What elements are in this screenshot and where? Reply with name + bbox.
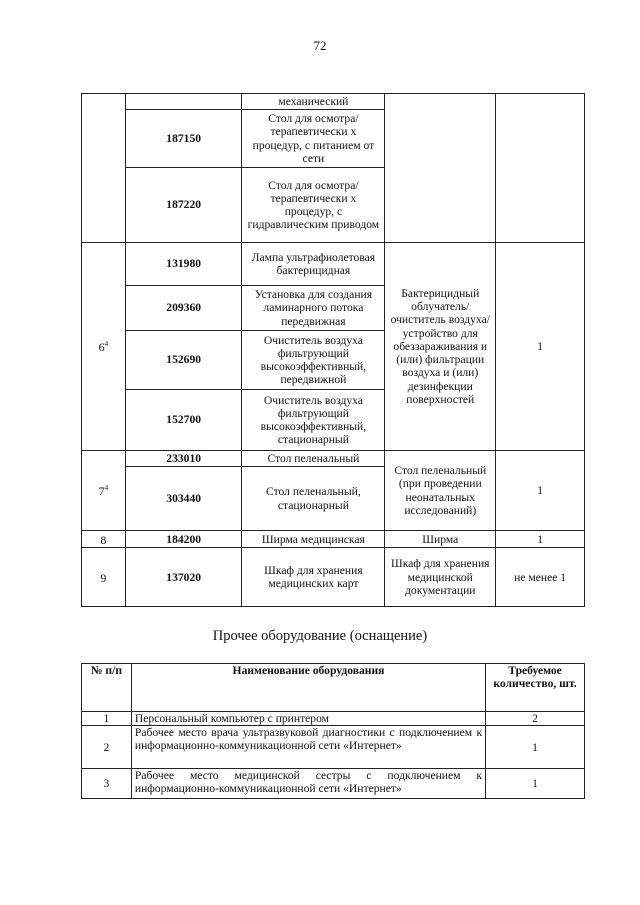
table-row bbox=[82, 726, 585, 769]
name-cell: Стол пеленальный, стационарный bbox=[242, 467, 385, 531]
code-cell: 187150 bbox=[125, 110, 242, 168]
name-cell: Рабочее место врача ультразвуковой диагностики с подключением к информационно-коммуникационной сети «Интернет» bbox=[131, 726, 485, 769]
qty-cell: не менее 1 bbox=[496, 548, 585, 607]
qty-cell bbox=[496, 94, 585, 243]
qty-cell: 1 bbox=[486, 769, 585, 799]
header-qty: Требуемое количество, шт. bbox=[486, 664, 585, 712]
code-cell: 184200 bbox=[125, 531, 242, 548]
row-number-cell bbox=[82, 94, 126, 243]
section-heading: Прочее оборудование (оснащение) bbox=[212, 628, 428, 644]
table-row bbox=[82, 243, 585, 286]
qty-cell: 2 bbox=[486, 712, 585, 726]
type-cell: Ширма bbox=[385, 531, 496, 548]
name-cell: Персональный компьютер с принтером bbox=[131, 712, 485, 726]
code-cell: 152700 bbox=[125, 390, 242, 451]
type-cell: Шкаф для хранения медицинской документации bbox=[385, 548, 496, 607]
qty-cell: 1 bbox=[496, 531, 585, 548]
type-cell: Бактерицидный облучатель/ очиститель воздуха/ устройство для обеззараживания и (или) фильтрации воздуха и (или) дезинфекции поверхностей bbox=[385, 243, 496, 451]
name-cell: Установка для создания ламинарного потока передвижная bbox=[242, 286, 385, 331]
row-number-cell: $6^4$ bbox=[82, 243, 126, 451]
row-number-cell: 1 bbox=[82, 712, 132, 726]
name-cell: механический bbox=[242, 94, 385, 110]
qty-cell: 1 bbox=[496, 451, 585, 531]
header-row bbox=[82, 664, 585, 712]
name-cell: Очиститель воздуха фильтрующий высокоэффективный, стационарный bbox=[242, 390, 385, 451]
equipment-table bbox=[81, 93, 585, 607]
row-number-cell: 2 bbox=[82, 726, 132, 769]
table-row bbox=[82, 769, 585, 799]
code-cell: 131980 bbox=[125, 243, 242, 286]
code-cell: 152690 bbox=[125, 331, 242, 390]
code-cell: 137020 bbox=[125, 548, 242, 607]
name-cell: Очиститель воздуха фильтрующий высокоэффективный, передвижной bbox=[242, 331, 385, 390]
qty-cell: 1 bbox=[496, 243, 585, 451]
name-cell: Ширма медицинская bbox=[242, 531, 385, 548]
row-number-cell: 3 bbox=[82, 769, 132, 799]
name-cell: Шкаф для хранения медицинских карт bbox=[242, 548, 385, 607]
table-row bbox=[82, 531, 585, 548]
table-row bbox=[82, 451, 585, 467]
code-cell: 233010 bbox=[125, 451, 242, 467]
type-cell: Стол пеленальный (при проведении неонатальных исследований) bbox=[385, 451, 496, 531]
table-row bbox=[82, 712, 585, 726]
other-equipment-table bbox=[81, 663, 585, 799]
type-cell bbox=[385, 94, 496, 243]
table-row bbox=[82, 548, 585, 607]
header-num: № п/п bbox=[82, 664, 132, 712]
code-cell: 209360 bbox=[125, 286, 242, 331]
qty-cell: 1 bbox=[486, 726, 585, 769]
name-cell: Лампа ультрафиолетовая бактерицидная bbox=[242, 243, 385, 286]
header-name: Наименование оборудования bbox=[131, 664, 485, 712]
code-cell bbox=[125, 94, 242, 110]
row-number-cell: 9 bbox=[82, 548, 126, 607]
table-row bbox=[82, 94, 585, 110]
name-cell: Стол для осмотра/терапевтически х процедур, с питанием от сети bbox=[242, 110, 385, 168]
name-cell: Рабочее место медицинской сестры с подключением к информационно-коммуникационной сети «Интернет» bbox=[131, 769, 485, 799]
name-cell: Стол пеленальный bbox=[242, 451, 385, 467]
row-number-cell: $7^4$ bbox=[82, 451, 126, 531]
page-number: 72 bbox=[313, 38, 327, 53]
code-cell: 303440 bbox=[125, 467, 242, 531]
row-number-cell: 8 bbox=[82, 531, 126, 548]
code-cell: 187220 bbox=[125, 168, 242, 243]
name-cell: Стол для осмотра/терапевтически х процедур, с гидравлическим приводом bbox=[242, 168, 385, 243]
